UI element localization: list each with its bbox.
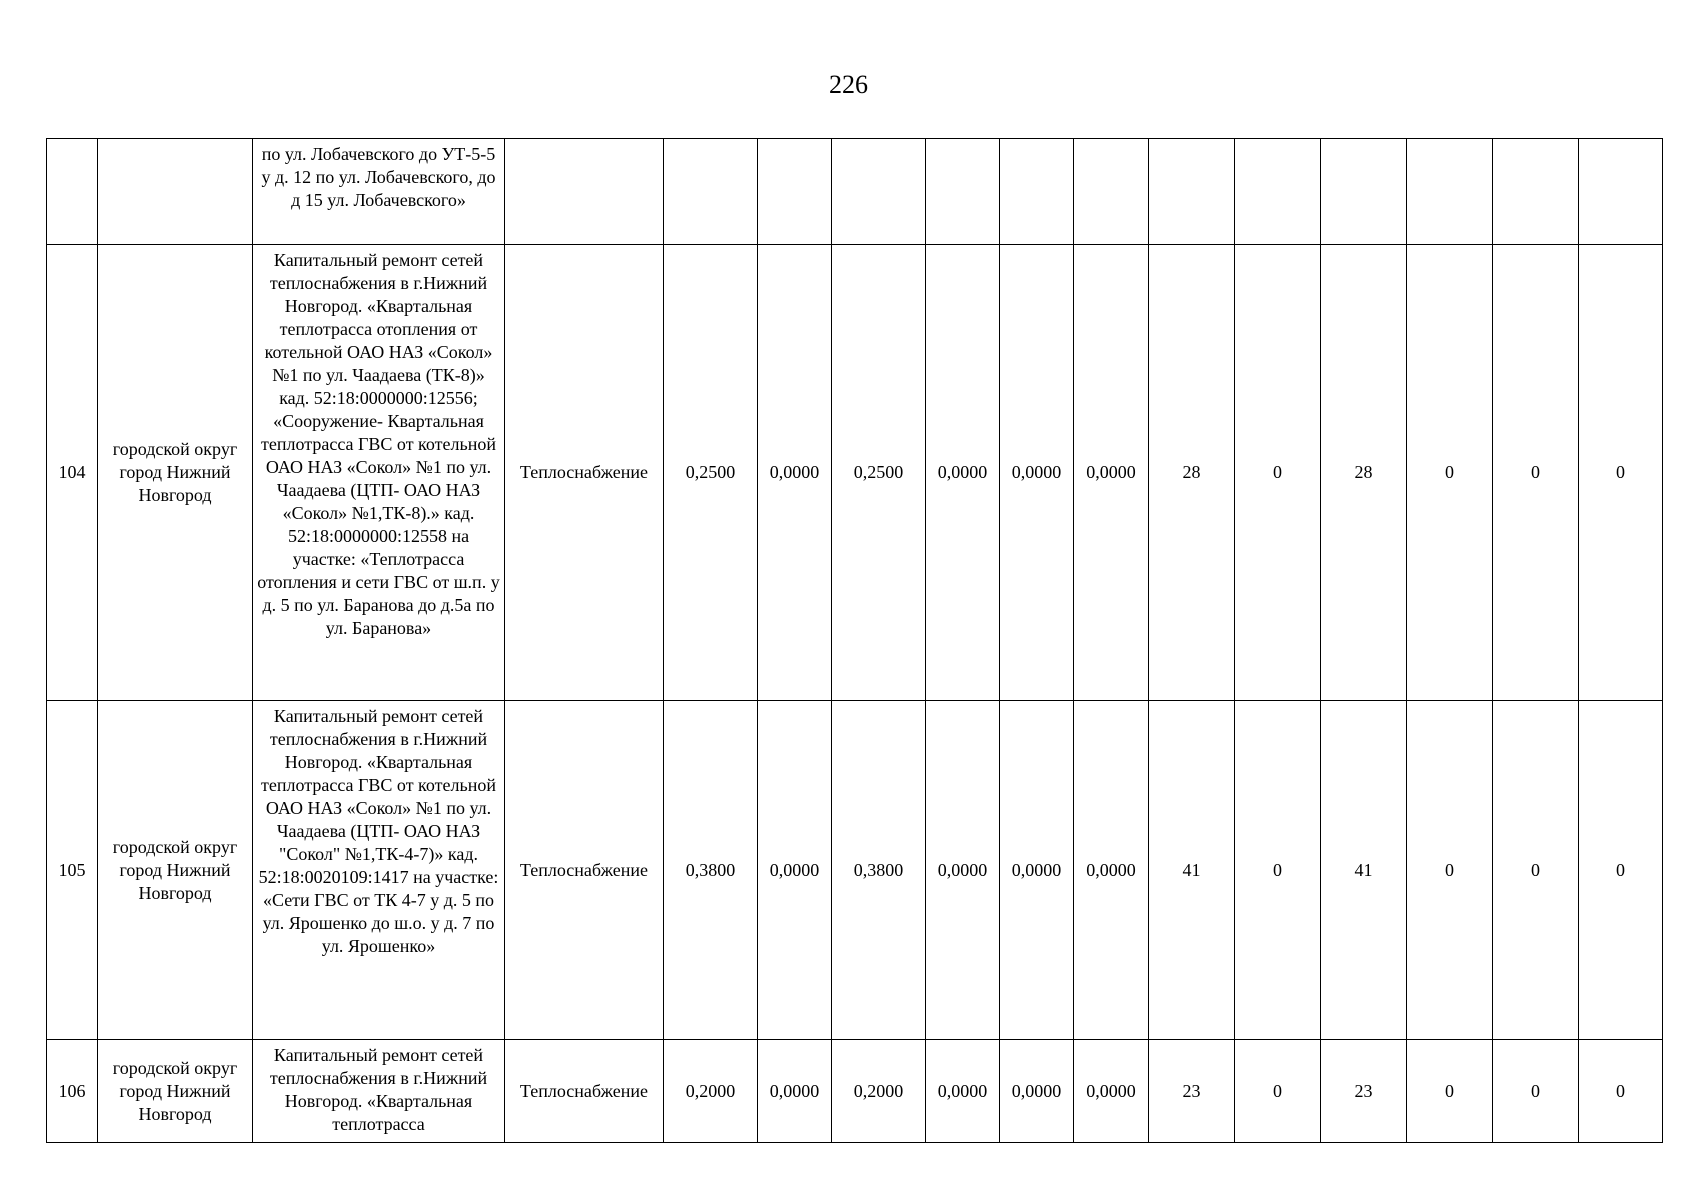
count-cell-2: 0 [1235,1040,1321,1143]
value-cell-3: 0,2500 [832,245,926,701]
description-cell: Капитальный ремонт сетей теплоснабжения в г.Нижний Новгород. «Квартальная теплотрасса [253,1040,505,1143]
value-cell-4 [926,139,1000,245]
count-cell-1: 41 [1149,701,1235,1040]
value-cell-6: 0,0000 [1074,1040,1149,1143]
count-cell-2 [1235,139,1321,245]
value-cell-2 [758,139,832,245]
category-cell: Теплоснабжение [505,245,664,701]
count-cell-6: 0 [1579,245,1663,701]
table-row [47,245,1663,701]
value-cell-5 [1000,139,1074,245]
row-number [47,139,98,245]
description-cell: по ул. Лобачевского до УТ-5-5 у д. 12 по ул. Лобачевского, до д 15 ул. Лобачевского» [253,139,505,245]
value-cell-5: 0,0000 [1000,1040,1074,1143]
count-cell-4 [1407,139,1493,245]
count-cell-4: 0 [1407,1040,1493,1143]
category-cell: Теплоснабжение [505,1040,664,1143]
value-cell-1: 0,2000 [664,1040,758,1143]
value-cell-2: 0,0000 [758,701,832,1040]
value-cell-2: 0,0000 [758,245,832,701]
municipality-cell [98,139,253,245]
value-cell-5: 0,0000 [1000,245,1074,701]
count-cell-1: 23 [1149,1040,1235,1143]
row-number: 104 [47,245,98,701]
value-cell-4: 0,0000 [926,245,1000,701]
count-cell-6 [1579,139,1663,245]
count-cell-5: 0 [1493,245,1579,701]
program-table [46,138,1663,1143]
value-cell-2: 0,0000 [758,1040,832,1143]
count-cell-6: 0 [1579,701,1663,1040]
value-cell-3: 0,2000 [832,1040,926,1143]
value-cell-4: 0,0000 [926,1040,1000,1143]
value-cell-1: 0,2500 [664,245,758,701]
count-cell-3 [1321,139,1407,245]
table-row [47,139,1663,245]
count-cell-5 [1493,139,1579,245]
municipality-cell: городской округ город Нижний Новгород [98,701,253,1040]
count-cell-1: 28 [1149,245,1235,701]
count-cell-3: 28 [1321,245,1407,701]
count-cell-3: 41 [1321,701,1407,1040]
value-cell-5: 0,0000 [1000,701,1074,1040]
row-number: 105 [47,701,98,1040]
count-cell-5: 0 [1493,701,1579,1040]
category-cell [505,139,664,245]
row-number: 106 [47,1040,98,1143]
municipality-cell: городской округ город Нижний Новгород [98,245,253,701]
count-cell-4: 0 [1407,245,1493,701]
value-cell-1 [664,139,758,245]
description-cell: Капитальный ремонт сетей теплоснабжения в г.Нижний Новгород. «Квартальная теплотрасса ГВС от котельной ОАО НАЗ «Сокол» №1 по ул. Чаадаева (ЦТП- ОАО НАЗ "Сокол" №1,ТК-4-7)» кад. 52:18:0020109:1417 на участке: «Сети ГВС от ТК 4-7 у д. 5 по ул. Ярошенко до ш.о. у д. 7 по ул. Ярошенко» [253,701,505,1040]
value-cell-3: 0,3800 [832,701,926,1040]
value-cell-4: 0,0000 [926,701,1000,1040]
value-cell-6: 0,0000 [1074,701,1149,1040]
count-cell-5: 0 [1493,1040,1579,1143]
value-cell-1: 0,3800 [664,701,758,1040]
category-cell: Теплоснабжение [505,701,664,1040]
table-row [47,1040,1663,1143]
table-row [47,701,1663,1040]
description-cell: Капитальный ремонт сетей теплоснабжения в г.Нижний Новгород. «Квартальная теплотрасса отопления от котельной ОАО НАЗ «Сокол» №1 по ул. Чаадаева (ТК-8)» кад. 52:18:0000000:12556; «Сооружение- Квартальная теплотрасса ГВС от котельной ОАО НАЗ «Сокол» №1 по ул. Чаадаева (ЦТП- ОАО НАЗ «Сокол» №1,ТК-8).» кад. 52:18:0000000:12558 на участке: «Теплотрасса отопления и сети ГВС от ш.п. у д. 5 по ул. Баранова до д.5а по ул. Баранова» [253,245,505,701]
count-cell-6: 0 [1579,1040,1663,1143]
count-cell-4: 0 [1407,701,1493,1040]
count-cell-3: 23 [1321,1040,1407,1143]
value-cell-6: 0,0000 [1074,245,1149,701]
value-cell-6 [1074,139,1149,245]
municipality-cell: городской округ город Нижний Новгород [98,1040,253,1143]
count-cell-2: 0 [1235,701,1321,1040]
value-cell-3 [832,139,926,245]
count-cell-2: 0 [1235,245,1321,701]
page-number: 226 [829,70,868,99]
count-cell-1 [1149,139,1235,245]
